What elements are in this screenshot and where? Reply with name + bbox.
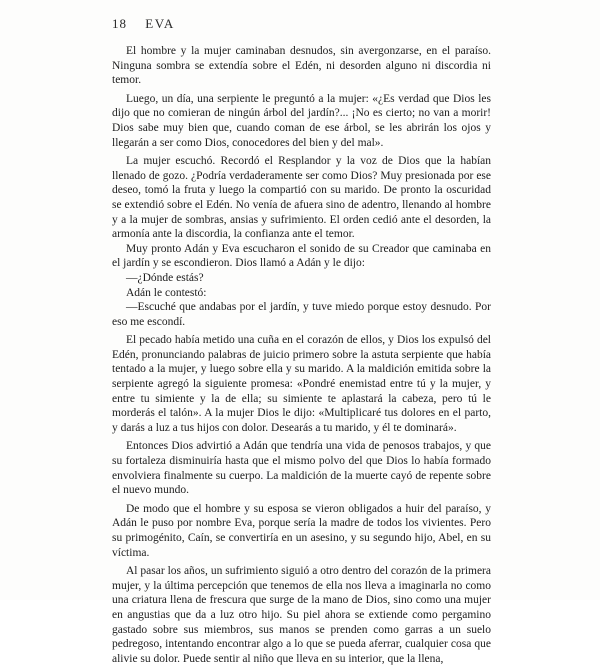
dialogue-line: —¿Dónde estás? <box>126 271 204 284</box>
paragraph: De modo que el hombre y su esposa se vieron obligados a huir del paraíso, y Adán le puso por nombre Eva, porque sería la madre de todos los vivientes. Pero su primogénito, Caín, se convertiría en un asesino, y su segundo hijo, Abel, en su víctima. <box>112 502 491 559</box>
paragraph: Luego, un día, una serpiente le preguntó a la mujer: «¿Es verdad que Dios les dijo que no comieran de ningún árbol del jardín?... ¡No es cierto; no van a morir! Dios sabe muy bien que, cuando coman de ese árbol, se les abrirán los ojos y llegarán a ser como Dios, conocedores del bien y del mal». <box>112 92 491 149</box>
paragraph: El hombre y la mujer caminaban desnudos, sin avergonzarse, en el paraíso. Ninguna sombra se extendía sobre el Edén, ni desorden alguno ni discordia ni temor. <box>112 45 491 87</box>
dialogue-line: —Escuché que andabas por el jardín, y tuve miedo porque estoy desnudo. Por eso me escondí. <box>112 301 491 328</box>
body-text <box>112 44 491 670</box>
paragraph: Adán le contestó: <box>126 286 207 299</box>
page-number: 18 <box>112 16 127 31</box>
paragraph: Entonces Dios advirtió a Adán que tendría una vida de penosos trabajos, y que su fortaleza disminuiría hasta que el mismo polvo del que Dios lo había formado envolviera finalmente su cuerpo. La maldición de la muerte cayó de repente sobre el nuevo mundo. <box>112 440 491 497</box>
running-header <box>112 16 175 32</box>
paragraph: Muy pronto Adán y Eva escucharon el sonido de su Creador que caminaba en el jardín y se escondieron. Dios llamó a Adán y le dijo: <box>112 242 491 270</box>
book-title: EVA <box>145 16 175 31</box>
paragraph: El pecado había metido una cuña en el corazón de ellos, y Dios los expulsó del Edén, pronunciando palabras de juicio primero sobre la astuta serpiente que había tentado a la mujer, y luego sobre ella y su marido. A la maldición emitida sobre la serpiente agregó la siguiente promesa: «Pondré enemistad entre tú y la mujer, y entre tu simiente y la de ella; su simiente te aplastará la cabeza, pero tú le morderás el talón». A la mujer Dios le dijo: «Multiplicaré tus dolores en el parto, y darás a luz a tus hijos con dolor. Desearás a tu marido, y él te dominará». <box>112 334 491 434</box>
paragraph: Al pasar los años, un sufrimiento siguió a otro dentro del corazón de la primera mujer, y la última percepción que tenemos de ella nos lleva a imaginarla no como una criatura llena de frescura que surge de la mano de Dios, sino como una mujer en angustias que da a luz otro hijo. Su piel ahora se extiende como pergamino gastado sobre sus miembros, sus manos se prenden como garras a un suelo pedregoso, intentando encontrar algo a lo que se pueda aferrar, cualquier cosa que alivie su dolor. Puede sentir al niño que lleva en su interior, que la llena, <box>112 565 491 665</box>
paragraph: La mujer escuchó. Recordó el Resplandor y la voz de Dios que la habían llenado de gozo. ¿Podría verdaderamente ser como Dios? Muy presionada por ese deseo, tomó la fruta y luego la compartió con su marido. De pronto la oscuridad se extendió sobre el Edén. No venía de afuera sino de adentro, llenando al hombre y a la mujer de sombras, ansias y sufrimiento. El orden cedió ante el desorden, la armonía ante la discordia, la confianza ante el temor. <box>112 155 491 241</box>
